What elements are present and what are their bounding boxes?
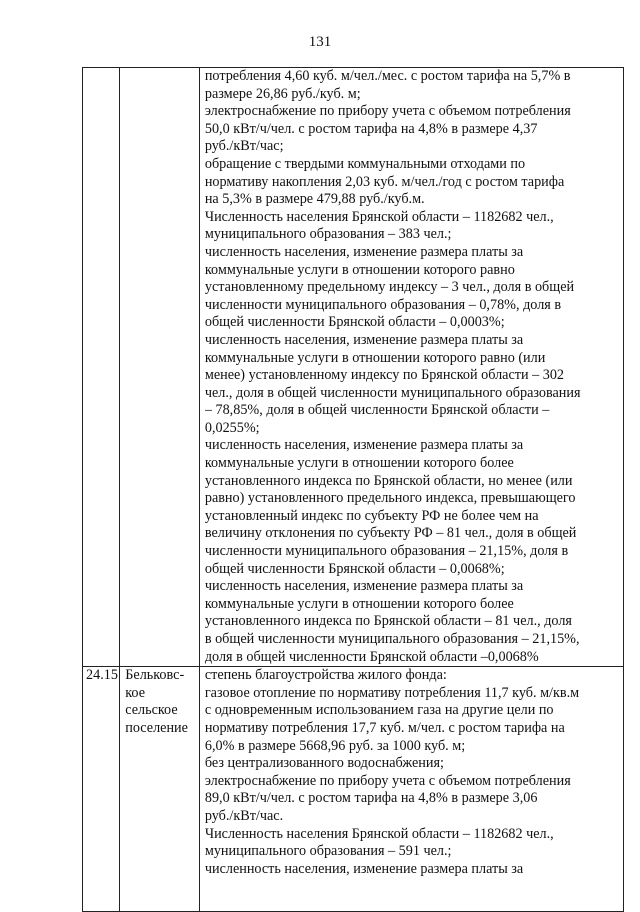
municipality-name-line: сельское — [125, 702, 178, 719]
description-line: без централизованного водоснабжения; — [204, 755, 444, 772]
description-line: 89,0 кВт/ч/чел. с ростом тарифа на 4,8% в размере 3,06 — [204, 790, 538, 807]
municipality-name-line: кое — [125, 684, 146, 701]
description-line: общей численности Брянской области – 0,0068%; — [204, 560, 505, 577]
description-cell — [199, 68, 623, 667]
municipality-name-line: поселение — [125, 719, 188, 736]
description-line: численность населения, изменение размера платы за — [204, 860, 524, 877]
description-line: Численность населения Брянской области – 1182682 чел., — [204, 208, 554, 225]
description-line: установленного индекса по Брянской области – 81 чел., доля — [204, 613, 572, 630]
description-line: 50,0 кВт/ч/чел. с ростом тарифа на 4,8% в размере 4,37 — [204, 120, 538, 137]
description-line: потребления 4,60 куб. м/чел./мес. с ростом тарифа на 5,7% в — [204, 68, 571, 84]
description-line: менее) установленному индексу по Брянской области – 302 — [204, 367, 565, 384]
description-line: 0,0255%; — [204, 419, 260, 436]
description-line: коммунальные услуги в отношении которого более — [204, 455, 514, 472]
table-row — [83, 68, 624, 667]
description-line: численность населения, изменение размера платы за — [204, 243, 524, 260]
tariff-table — [82, 67, 624, 912]
description-line: установленный индекс по субъекту РФ не более чем на — [204, 507, 539, 524]
municipality-name-cell — [120, 68, 200, 667]
description-line: размере 26,86 руб./куб. м; — [204, 85, 361, 102]
description-line: 6,0% в размере 5668,96 руб. за 1000 куб. м; — [204, 737, 466, 754]
description-line: нормативу потребления 17,7 куб. м/чел. с ростом тарифа на — [204, 719, 565, 736]
description-line: муниципального образования – 591 чел.; — [204, 843, 452, 860]
description-line: коммунальные услуги в отношении которого равно — [204, 261, 515, 278]
description-line: численности муниципального образования – 0,78%, доля в — [204, 296, 562, 313]
description-line: коммунальные услуги в отношении которого более — [204, 595, 514, 612]
description-line: нормативу накопления 2,03 куб. м/чел./год с ростом тарифа — [204, 173, 565, 190]
table-row — [83, 667, 624, 912]
description-line: численности муниципального образования – 21,15%, доля в — [204, 543, 569, 560]
description-line: руб./кВт/час; — [204, 138, 284, 155]
description-line: электроснабжение по прибору учета с объемом потребления — [204, 103, 571, 120]
description-line: доля в общей численности Брянской области –0,0068% — [204, 648, 539, 665]
description-line: численность населения, изменение размера платы за — [204, 578, 524, 595]
description-line: – 78,85%, доля в общей численности Брянской области – — [204, 402, 550, 419]
table-body — [83, 68, 624, 912]
description-line: установленного индекса по Брянской области, но менее (или — [204, 472, 573, 489]
description-line: газовое отопление по нормативу потребления 11,7 куб. м/кв.м — [204, 684, 580, 701]
description-line: численность населения, изменение размера платы за — [204, 437, 524, 454]
row-number-cell: 24.15 — [83, 667, 120, 912]
description-line: с одновременным использованием газа на другие цели по — [204, 702, 554, 719]
municipality-name-cell — [120, 667, 200, 912]
description-line: величину отклонения по субъекту РФ – 81 чел., доля в общей — [204, 525, 577, 542]
description-line: Численность населения Брянской области – 1182682 чел., — [204, 825, 554, 842]
row-number-cell — [83, 68, 120, 667]
page-number: 131 — [308, 34, 332, 50]
description-line: численность населения, изменение размера платы за — [204, 331, 524, 348]
description-cell — [199, 667, 623, 912]
description-line: муниципального образования – 383 чел.; — [204, 226, 452, 243]
description-line: чел., доля в общей численности муниципального образования — [204, 384, 581, 401]
description-line: степень благоустройства жилого фонда: — [204, 667, 447, 684]
description-line: коммунальные услуги в отношении которого равно (или — [204, 349, 546, 366]
description-line: электроснабжение по прибору учета с объемом потребления — [204, 772, 571, 789]
description-line: руб./кВт/час. — [204, 807, 284, 824]
municipality-name-line: Бельковс- — [125, 667, 185, 684]
description-line: равно) установленного предельного индекса, превышающего — [204, 490, 576, 507]
description-line: установленному предельному индексу – 3 чел., доля в общей — [204, 279, 575, 296]
description-line: на 5,3% в размере 479,88 руб./куб.м. — [204, 191, 425, 208]
description-line: в общей численности муниципального образования – 21,15%, — [204, 631, 580, 647]
description-line: обращение с твердыми коммунальными отходами по — [204, 155, 526, 172]
description-line: общей численности Брянской области – 0,0003%; — [204, 314, 505, 331]
